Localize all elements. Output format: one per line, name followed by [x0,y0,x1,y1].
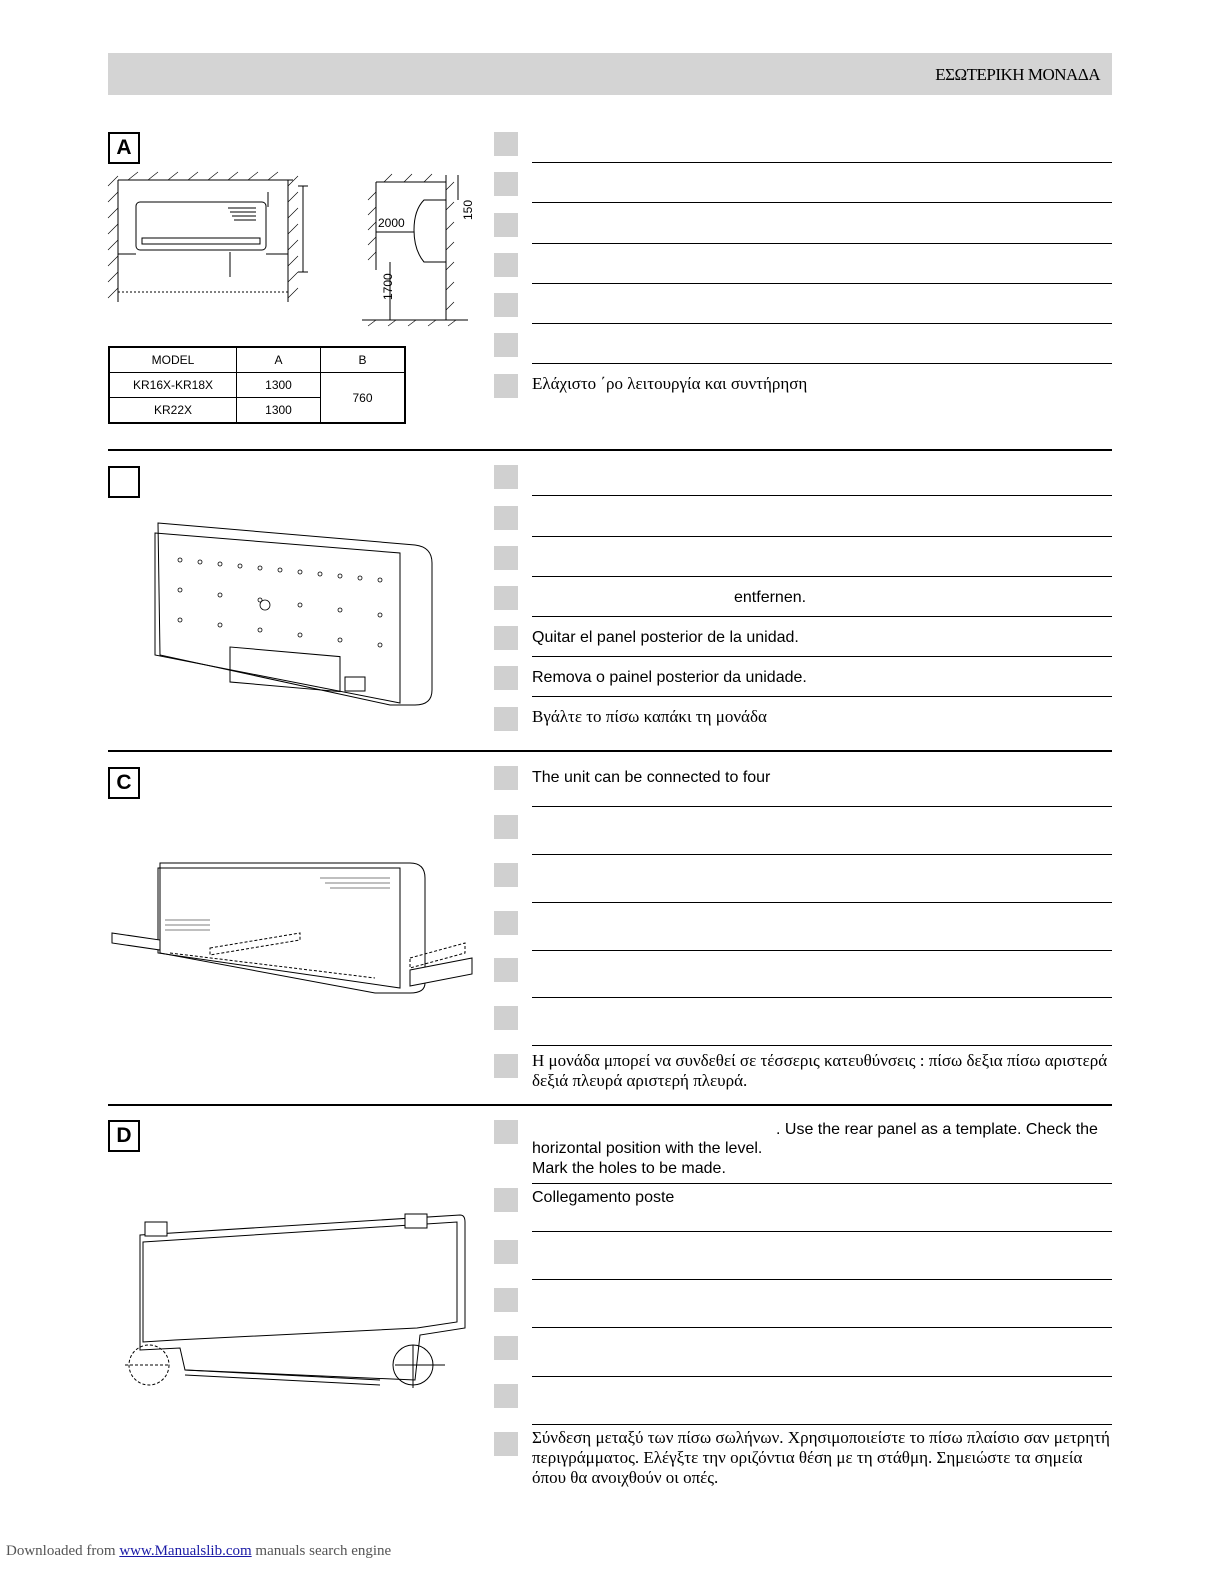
row-text: Collegamento poste [532,1189,675,1206]
row-text: Σύνδεση μεταξύ των πίσω σωλήνων. Χρησιμοποιείστε το πίσω πλαίσιο σαν μετρητή περιγράμματος. Ελέγξτε την οριζόντια θέση με τη στάθμη. Σημειώστε τα σημεία όπου θα ανοιχθούν οι οπές. [532,1428,1110,1487]
flag-marker [494,1120,518,1144]
flag-marker [494,958,518,982]
dim-2000-label: 2000 [378,216,405,230]
flag-marker [494,666,518,690]
section-b-label [108,466,140,498]
row-rule [532,854,1112,855]
flag-marker [494,707,518,731]
row-rule [532,696,1112,697]
footer-suffix: manuals search engine [251,1543,392,1559]
table-cell-b: 760 [321,373,406,424]
flag-marker [494,1188,518,1212]
clearance-side-diagram [348,170,488,330]
section-divider [108,750,1112,752]
row-text: Ελάχιστο ΄ρο λειτουργία και συντήρηση [532,374,808,393]
flag-marker [494,293,518,317]
flag-marker [494,506,518,530]
flag-marker [494,1432,518,1456]
template-panel-diagram [125,1210,470,1395]
flag-marker [494,172,518,196]
row-rule [532,1327,1112,1328]
flag-marker [494,766,518,790]
table-row [109,373,405,398]
section-d-label: D [108,1120,140,1152]
row-rule [532,536,1112,537]
flag-marker [494,374,518,398]
row-rule [532,162,1112,163]
section-divider [108,449,1112,451]
dim-150-label: 150 [461,199,475,220]
row-rule [532,1045,1112,1046]
manualslib-link[interactable]: www.Manualslib.com [119,1543,252,1559]
row-rule [532,495,1112,496]
dim-1700-label: 1700 [381,273,395,300]
flag-marker [494,1384,518,1408]
rear-panel-diagram [150,515,440,715]
row-text: Remova o painel posterior da unidade. [532,669,807,686]
flag-marker [494,1288,518,1312]
row-rule [532,616,1112,617]
model-dimension-table [108,346,406,424]
table-header-b: B [321,347,406,373]
table-header-a: A [237,347,321,373]
table-cell-model: KR16X-KR18X [109,373,237,398]
section-c-label: C [108,767,140,799]
clearance-front-diagram [108,172,328,307]
table-header-model: MODEL [109,347,237,373]
row-rule [532,283,1112,284]
row-text: entfernen. [734,589,807,606]
flag-marker [494,1336,518,1360]
flag-marker [494,586,518,610]
flag-marker [494,1054,518,1078]
row-rule [532,806,1112,807]
row-rule [532,202,1112,203]
flag-marker [494,815,518,839]
row-rule [532,576,1112,577]
row-text: Βγάλτε το πίσω καπάκι τη μονάδα [532,707,767,726]
section-divider [108,1104,1112,1106]
row-text: Η μονάδα μπορεί να συνδεθεί σε τέσσερις κατευθύνσεις : πίσω δεξια πίσω αριστερά δεξιά πλευρά αριστερή πλευρά. [532,1051,1108,1090]
row-rule [532,902,1112,903]
row-text: The unit can be connected to four [532,769,771,786]
page-title: ΕΣΩΤΕΡΙΚΗ ΜΟΝΑΔΑ [935,65,1100,84]
row-rule [532,1279,1112,1280]
flag-marker [494,213,518,237]
row-rule [532,656,1112,657]
flag-marker [494,465,518,489]
flag-marker [494,546,518,570]
table-header-row [109,347,405,373]
section-a-label: A [108,132,140,164]
footer [6,1543,391,1560]
row-text: Mark the holes to be made. [532,1160,726,1177]
row-rule [532,363,1112,364]
flag-marker [494,1240,518,1264]
row-rule [532,1231,1112,1232]
header-bar [108,53,1112,95]
flag-marker [494,626,518,650]
flag-marker [494,1006,518,1030]
flag-marker [494,911,518,935]
flag-marker [494,333,518,357]
footer-prefix: Downloaded from [6,1543,120,1559]
row-rule [532,1424,1112,1425]
table-cell-a: 1300 [237,398,321,424]
flag-marker [494,863,518,887]
row-rule [532,1183,1112,1184]
row-rule [532,323,1112,324]
row-rule [532,950,1112,951]
table-cell-a: 1300 [237,373,321,398]
row-rule [532,243,1112,244]
flag-marker [494,132,518,156]
row-rule [532,997,1112,998]
row-rule [532,1376,1112,1377]
row-text: Quitar el panel posterior de la unidad. [532,629,799,646]
table-cell-model: KR22X [109,398,237,424]
row-text: . Use the rear panel as a template. Check the [776,1121,1098,1138]
row-text: horizontal position with the level. [532,1140,763,1157]
pipe-directions-diagram [110,858,480,998]
flag-marker [494,253,518,277]
